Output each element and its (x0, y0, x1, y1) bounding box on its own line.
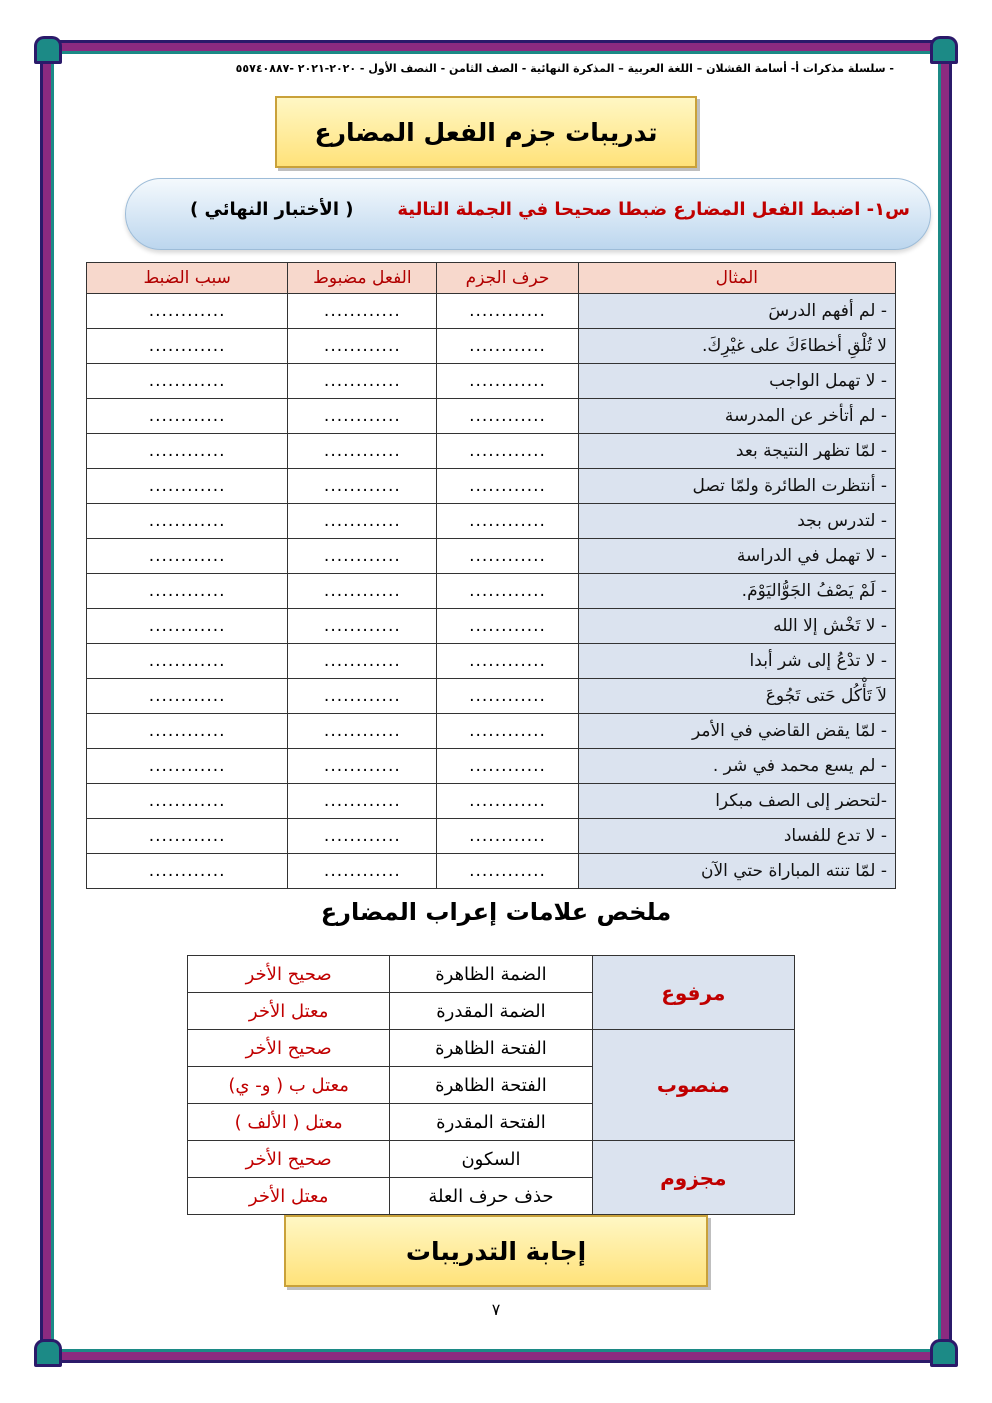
exercise-table (86, 262, 896, 889)
sign-cell: الفتحة المقدرة (390, 1104, 592, 1141)
frame-left-border (40, 48, 54, 1352)
verb-blank[interactable]: ............ (288, 434, 437, 469)
verb-blank[interactable]: ............ (288, 364, 437, 399)
example-cell: - لا تهمل الواجب (578, 364, 895, 399)
reason-blank[interactable]: ............ (87, 749, 288, 784)
verb-blank[interactable]: ............ (288, 469, 437, 504)
reason-blank[interactable]: ............ (87, 364, 288, 399)
frame-corner-ornament (930, 36, 958, 64)
series-header: - سلسلة مذكرات أ- أسامة القشلان – اللغة العربية – المذكرة النهائية - الصف الثامن - النصف الأول - ٢٠٢٠-٢٠٢١ -٥٥٧٤٠٨٨٧ (235, 62, 894, 75)
summary-table-body (188, 956, 795, 1215)
table-row (87, 749, 896, 784)
condition-cell: صحيح الأخر (188, 1030, 390, 1067)
sign-cell: الفتحة الظاهرة (390, 1030, 592, 1067)
particle-blank[interactable]: ............ (437, 854, 578, 889)
table-header-row (87, 263, 896, 294)
exercise-table-body (87, 294, 896, 889)
question-note: ( الأختبار النهائي ) (190, 199, 354, 220)
example-cell: - لم أفهم الدرسَ (578, 294, 895, 329)
particle-blank[interactable]: ............ (437, 609, 578, 644)
frame-bottom-border (42, 1349, 950, 1363)
reason-blank[interactable]: ............ (87, 399, 288, 434)
verb-blank[interactable]: ............ (288, 329, 437, 364)
example-cell: - لا تدْعُ إلى شر أبدا (578, 644, 895, 679)
summary-title: ملخص علامات إعراب المضارع (320, 898, 672, 926)
particle-blank[interactable]: ............ (437, 469, 578, 504)
condition-cell: معتل ب ( و- ي) (188, 1067, 390, 1104)
case-label: مرفوع (592, 956, 794, 1030)
question-text: س١- اضبط الفعل المضارع ضبطا صحيحا في الجملة التالية (397, 199, 910, 220)
verb-blank[interactable]: ............ (288, 679, 437, 714)
sign-cell: السكون (390, 1141, 592, 1178)
header-reason: سبب الضبط (87, 263, 288, 294)
verb-blank[interactable]: ............ (288, 714, 437, 749)
table-row (87, 854, 896, 889)
particle-blank[interactable]: ............ (437, 714, 578, 749)
particle-blank[interactable]: ............ (437, 364, 578, 399)
example-cell: - لمّا يقض القاضي في الأمر (578, 714, 895, 749)
header-verb: الفعل مضبوط (288, 263, 437, 294)
verb-blank[interactable]: ............ (288, 854, 437, 889)
example-cell: - لَمْ يَصْفُ الجَوُّاليَوْمَ. (578, 574, 895, 609)
table-row (87, 574, 896, 609)
frame-top-border (42, 40, 950, 54)
summary-row (188, 1030, 795, 1067)
reason-blank[interactable]: ............ (87, 714, 288, 749)
table-row (87, 294, 896, 329)
particle-blank[interactable]: ............ (437, 819, 578, 854)
verb-blank[interactable]: ............ (288, 294, 437, 329)
frame-right-border (938, 48, 952, 1352)
example-cell: - لم يسع محمد في شر . (578, 749, 895, 784)
frame-corner-ornament (34, 1339, 62, 1367)
reason-blank[interactable]: ............ (87, 294, 288, 329)
particle-blank[interactable]: ............ (437, 644, 578, 679)
verb-blank[interactable]: ............ (288, 574, 437, 609)
summary-table (187, 955, 795, 1215)
table-row (87, 364, 896, 399)
example-cell: - أنتظرت الطائرة ولمّا تصل (578, 469, 895, 504)
condition-cell: معتل الأخر (188, 993, 390, 1030)
condition-cell: معتل ( الألف ) (188, 1104, 390, 1141)
verb-blank[interactable]: ............ (288, 819, 437, 854)
particle-blank[interactable]: ............ (437, 539, 578, 574)
verb-blank[interactable]: ............ (288, 784, 437, 819)
table-row (87, 784, 896, 819)
frame-corner-ornament (930, 1339, 958, 1367)
verb-blank[interactable]: ............ (288, 399, 437, 434)
particle-blank[interactable]: ............ (437, 574, 578, 609)
case-label: منصوب (592, 1030, 794, 1141)
particle-blank[interactable]: ............ (437, 749, 578, 784)
sign-cell: حذف حرف العلة (390, 1178, 592, 1215)
condition-cell: صحيح الأخر (188, 1141, 390, 1178)
example-cell: - لتدرس بجد (578, 504, 895, 539)
verb-blank[interactable]: ............ (288, 644, 437, 679)
example-cell: - لم أتأخر عن المدرسة (578, 399, 895, 434)
reason-blank[interactable]: ............ (87, 854, 288, 889)
verb-blank[interactable]: ............ (288, 609, 437, 644)
table-row (87, 329, 896, 364)
example-cell: - لمّا تظهر النتيجة بعد (578, 434, 895, 469)
verb-blank[interactable]: ............ (288, 749, 437, 784)
particle-blank[interactable]: ............ (437, 679, 578, 714)
case-label: مجزوم (592, 1141, 794, 1215)
table-row (87, 644, 896, 679)
particle-blank[interactable]: ............ (437, 329, 578, 364)
particle-blank[interactable]: ............ (437, 434, 578, 469)
header-example: المثال (578, 263, 895, 294)
reason-blank[interactable]: ............ (87, 469, 288, 504)
example-cell: - لا تدع للفساد (578, 819, 895, 854)
example-cell: لا تُلْقِ أخطاءَكَ على غيْرِكَ. (578, 329, 895, 364)
table-row (87, 399, 896, 434)
example-cell: - لا تهمل في الدراسة (578, 539, 895, 574)
sign-cell: الضمة الظاهرة (390, 956, 592, 993)
page-number: ٧ (491, 1300, 501, 1319)
summary-row (188, 956, 795, 993)
condition-cell: معتل الأخر (188, 1178, 390, 1215)
table-row (87, 469, 896, 504)
table-row (87, 679, 896, 714)
answers-title: إجابة التدريبات (284, 1215, 708, 1287)
reason-blank[interactable]: ............ (87, 679, 288, 714)
reason-blank[interactable]: ............ (87, 329, 288, 364)
particle-blank[interactable]: ............ (437, 294, 578, 329)
sign-cell: الضمة المقدرة (390, 993, 592, 1030)
reason-blank[interactable]: ............ (87, 609, 288, 644)
table-row (87, 609, 896, 644)
page-title: تدريبات جزم الفعل المضارع (275, 96, 697, 168)
question-banner (125, 178, 931, 250)
table-row (87, 714, 896, 749)
table-row (87, 504, 896, 539)
particle-blank[interactable]: ............ (437, 504, 578, 539)
reason-blank[interactable]: ............ (87, 784, 288, 819)
reason-blank[interactable]: ............ (87, 574, 288, 609)
particle-blank[interactable]: ............ (437, 399, 578, 434)
example-cell: - لا تَخْش إلا الله (578, 609, 895, 644)
example-cell: لاَ تَأْكُل حَتى تَجُوعَ (578, 679, 895, 714)
reason-blank[interactable]: ............ (87, 644, 288, 679)
example-cell: - لمّا تنته المباراة حتي الآن (578, 854, 895, 889)
summary-row (188, 1141, 795, 1178)
frame-corner-ornament (34, 36, 62, 64)
example-cell: -لتحضر إلى الصف مبكرا (578, 784, 895, 819)
reason-blank[interactable]: ............ (87, 434, 288, 469)
verb-blank[interactable]: ............ (288, 539, 437, 574)
table-row (87, 539, 896, 574)
table-row (87, 434, 896, 469)
reason-blank[interactable]: ............ (87, 819, 288, 854)
table-row (87, 819, 896, 854)
reason-blank[interactable]: ............ (87, 504, 288, 539)
sign-cell: الفتحة الظاهرة (390, 1067, 592, 1104)
condition-cell: صحيح الأخر (188, 956, 390, 993)
reason-blank[interactable]: ............ (87, 539, 288, 574)
verb-blank[interactable]: ............ (288, 504, 437, 539)
particle-blank[interactable]: ............ (437, 784, 578, 819)
header-particle: حرف الجزم (437, 263, 578, 294)
